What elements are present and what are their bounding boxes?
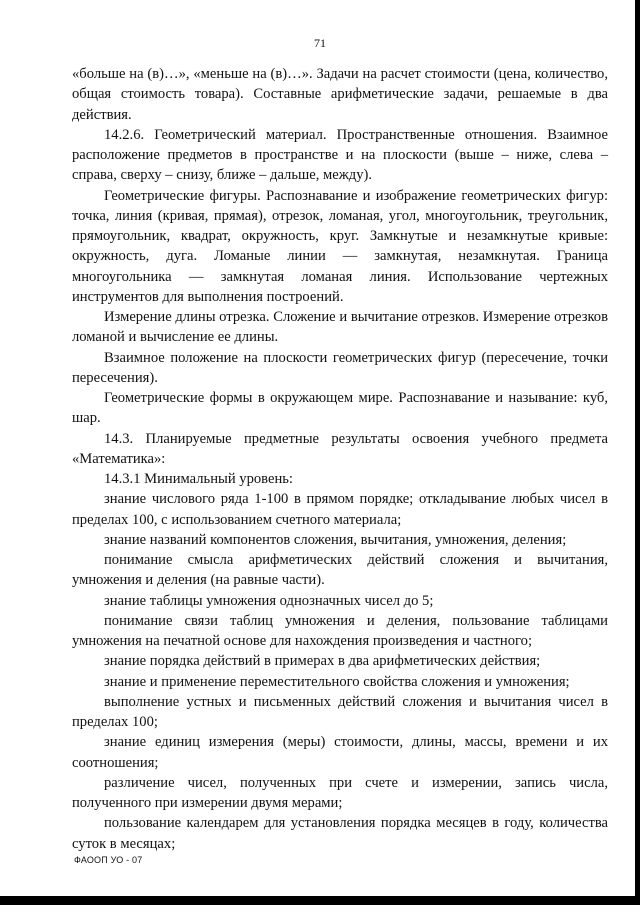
list-item: пользование календарем для установления порядка месяцев в году, количества суток в месяцах; xyxy=(72,815,608,852)
document-code-footer: ФАООП УО - 07 xyxy=(74,855,143,865)
paragraph-continuation: «больше на (в)…», «меньше на (в)…». Задачи на расчет стоимости (цена, количество, общая стоимость товара). Составные арифметические задачи, решаемые в два действия. xyxy=(72,66,608,123)
scan-edge-right xyxy=(635,0,640,905)
document-body xyxy=(72,64,608,854)
paragraph-relative-position: Взаимное положение на плоскости геометрических фигур (пересечение, точки пересечения). xyxy=(72,349,608,386)
paragraph-section-14-2-6: 14.2.6. Геометрический материал. Пространственные отношения. Взаимное расположение предметов в пространстве и на плоскости (выше – ниже, слева – справа, сверху – снизу, ближе – дальше, между). xyxy=(72,126,608,184)
list-item: знание и применение переместительного свойства сложения и умножения; xyxy=(104,673,570,690)
paragraph-section-14-3: 14.3. Планируемые предметные результаты освоения учебного предмета «Математика»: xyxy=(72,430,608,467)
paragraph-section-14-3-1: 14.3.1 Минимальный уровень: xyxy=(104,471,293,487)
list-item: знание единиц измерения (меры) стоимости, длины, массы, времени и их соотношения; xyxy=(72,734,608,771)
list-item: понимание связи таблиц умножения и деления, пользование таблицами умножения на печатной основе для нахождения произведения и частного; xyxy=(72,612,608,649)
list-item: знание таблицы умножения однозначных чисел до 5; xyxy=(104,592,434,609)
paragraph-geometric-forms: Геометрические формы в окружающем мире. Распознавание и называние: куб, шар. xyxy=(72,390,608,427)
list-item: знание названий компонентов сложения, вычитания, умножения, деления; xyxy=(104,531,567,548)
paragraph-geometric-figures: Геометрические фигуры. Распознавание и изображение геометрических фигур: точка, линия (кривая, прямая), отрезок, ломаная, угол, многоугольник, треугольник, прямоугольник, квадрат, окружность, круг. Замкнутые и незамкнутые кривые: окружность, дуга. Ломаные линии — замкнутая, незамкнутая. Граница многоугольника — замкнутая ломаная линия. Использование чертежных инструментов для выполнения построений. xyxy=(72,187,608,305)
page-number: 71 xyxy=(314,36,326,50)
list-item: понимание смысла арифметических действий сложения и вычитания, умножения и деления (на равные части). xyxy=(72,552,608,589)
list-item: выполнение устных и письменных действий сложения и вычитания чисел в пределах 100; xyxy=(72,693,608,730)
list-item: знание порядка действий в примерах в два арифметических действия; xyxy=(104,653,541,670)
scan-edge-bottom xyxy=(0,896,640,905)
list-item: различение чисел, полученных при счете и измерении, запись числа, полученного при измерении двумя мерами; xyxy=(72,774,608,811)
paragraph-segment-measurement: Измерение длины отрезка. Сложение и вычитание отрезков. Измерение отрезков ломаной и вычисление ее длины. xyxy=(72,309,608,346)
list-item: знание числового ряда 1-100 в прямом порядке; откладывание любых чисел в пределах 100, с использованием счетного материала; xyxy=(72,491,608,528)
